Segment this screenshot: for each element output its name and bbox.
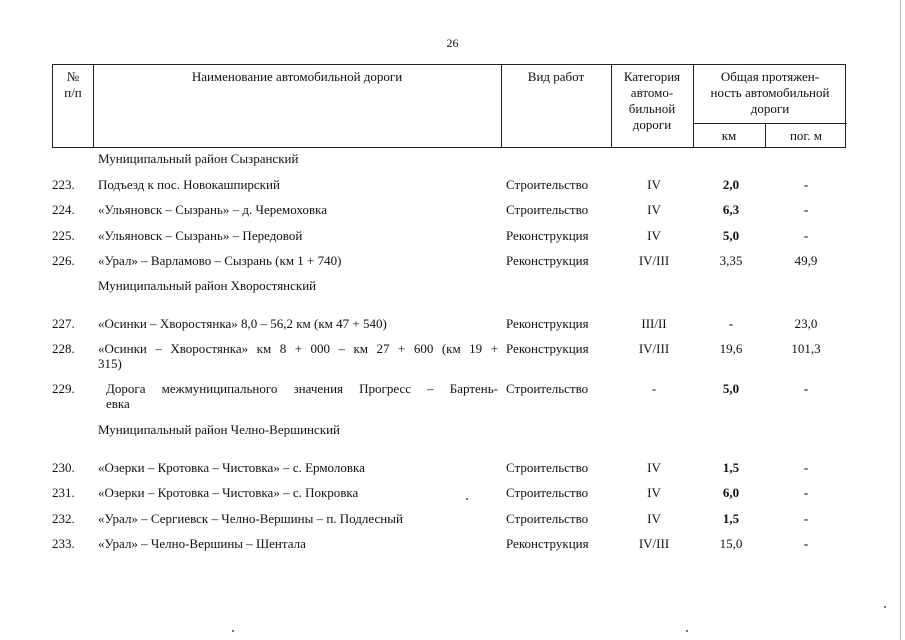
road-category: IV/III — [638, 253, 670, 268]
length-km: 6,3 — [722, 202, 740, 217]
work-type: Строительство — [506, 485, 589, 500]
scan-speck — [884, 606, 886, 608]
road-category: III/II — [641, 316, 667, 331]
header-category — [611, 69, 693, 133]
length-pm: - — [803, 228, 809, 243]
length-km: - — [728, 316, 734, 331]
road-name-line2: 315) — [98, 356, 122, 371]
header-num — [53, 69, 93, 101]
scan-speck — [686, 630, 688, 632]
row-number: 232. — [52, 511, 75, 526]
road-category: - — [651, 381, 657, 396]
header-category-line4: дороги — [632, 117, 672, 132]
road-category: IV — [647, 177, 661, 192]
header-category-line3: бильной — [628, 101, 676, 116]
work-type: Строительство — [506, 177, 589, 192]
road-name: «Ульяновск – Сызрань» – Передовой — [98, 228, 303, 243]
row-number: 233. — [52, 536, 75, 551]
road-name: Подъезд к пос. Новокашпирский — [98, 177, 280, 192]
length-km: 3,35 — [719, 253, 743, 268]
length-pm: - — [803, 177, 809, 192]
header-category-line1: Категория — [623, 69, 681, 84]
header-road-name: Наименование автомобильной дороги — [191, 69, 403, 84]
row-number: 223. — [52, 177, 75, 192]
row-number: 226. — [52, 253, 75, 268]
road-name — [98, 341, 498, 371]
section-heading: Муниципальный район Хворостянский — [98, 278, 317, 293]
road-name: «Урал» – Челно-Вершины – Шентала — [98, 536, 306, 551]
row-number: 229. — [52, 381, 75, 396]
header-length-line3: дороги — [750, 101, 790, 116]
length-km: 2,0 — [722, 177, 740, 192]
road-category: IV — [647, 460, 661, 475]
header-length-line1: Общая протяжен- — [720, 69, 820, 84]
header-length-line2: ность автомобильной — [710, 85, 830, 100]
row-number: 225. — [52, 228, 75, 243]
length-pm: - — [803, 381, 809, 396]
road-category: IV — [647, 485, 661, 500]
page-number: 26 — [446, 36, 459, 50]
road-name: «Урал» – Варламово – Сызрань (км 1 + 740) — [98, 253, 342, 268]
header-pm: пог. м — [789, 128, 823, 143]
road-name — [106, 381, 498, 411]
header-km: км — [721, 128, 737, 143]
table-header — [52, 64, 846, 148]
work-type: Реконструкция — [506, 536, 589, 551]
scan-speck — [466, 498, 468, 500]
work-type: Строительство — [506, 511, 589, 526]
road-name: «Осинки – Хворостянка» 8,0 – 56,2 км (км 47 + 540) — [98, 316, 387, 331]
work-type: Строительство — [506, 460, 589, 475]
length-pm: 23,0 — [794, 316, 818, 331]
work-type: Реконструкция — [506, 228, 589, 243]
road-category: IV/III — [638, 341, 670, 356]
section-heading: Муниципальный район Сызранский — [98, 151, 299, 166]
row-number: 230. — [52, 460, 75, 475]
scan-edge-line — [900, 0, 901, 640]
work-type: Строительство — [506, 381, 589, 396]
length-km: 19,6 — [719, 341, 743, 356]
header-work-type: Вид работ — [527, 69, 585, 84]
road-name: «Озерки – Кротовка – Чистовка» – с. Ермоловка — [98, 460, 365, 475]
road-category: IV — [647, 202, 661, 217]
header-length — [693, 69, 847, 117]
length-pm: - — [803, 536, 809, 551]
work-type: Строительство — [506, 202, 589, 217]
road-name: «Ульяновск – Сызрань» – д. Черемоховка — [98, 202, 327, 217]
header-num-line1: № — [66, 69, 80, 84]
work-type: Реконструкция — [506, 341, 589, 356]
row-number: 224. — [52, 202, 75, 217]
length-km: 15,0 — [719, 536, 743, 551]
scan-speck — [232, 630, 234, 632]
road-name-line1: Дорога межмуниципального значения Прогресс – Бартень- — [106, 381, 498, 396]
row-number: 228. — [52, 341, 75, 356]
road-category: IV/III — [638, 536, 670, 551]
road-category: IV — [647, 511, 661, 526]
length-km: 1,5 — [722, 460, 740, 475]
length-pm: - — [803, 485, 809, 500]
road-name-line2: евка — [106, 396, 130, 411]
work-type: Реконструкция — [506, 253, 589, 268]
length-pm: - — [803, 202, 809, 217]
row-number: 227. — [52, 316, 75, 331]
length-km: 1,5 — [722, 511, 740, 526]
length-pm: - — [803, 511, 809, 526]
length-pm: - — [803, 460, 809, 475]
length-km: 6,0 — [722, 485, 740, 500]
road-name: «Озерки – Кротовка – Чистовка» – с. Покровка — [98, 485, 359, 500]
row-number: 231. — [52, 485, 75, 500]
header-num-line2: п/п — [64, 85, 82, 100]
road-name: «Урал» – Сергиевск – Челно-Вершины – п. Подлесный — [98, 511, 403, 526]
work-type: Реконструкция — [506, 316, 589, 331]
road-category: IV — [647, 228, 661, 243]
length-pm: 101,3 — [791, 341, 821, 356]
header-category-line2: автомо- — [630, 85, 674, 100]
section-heading: Муниципальный район Челно-Вершинский — [98, 422, 341, 437]
length-km: 5,0 — [722, 381, 740, 396]
length-pm: 49,9 — [794, 253, 818, 268]
length-km: 5,0 — [722, 228, 740, 243]
road-name-line1: «Осинки – Хворостянка» км 8 + 000 – км 27 + 600 (км 19 + — [98, 341, 498, 356]
